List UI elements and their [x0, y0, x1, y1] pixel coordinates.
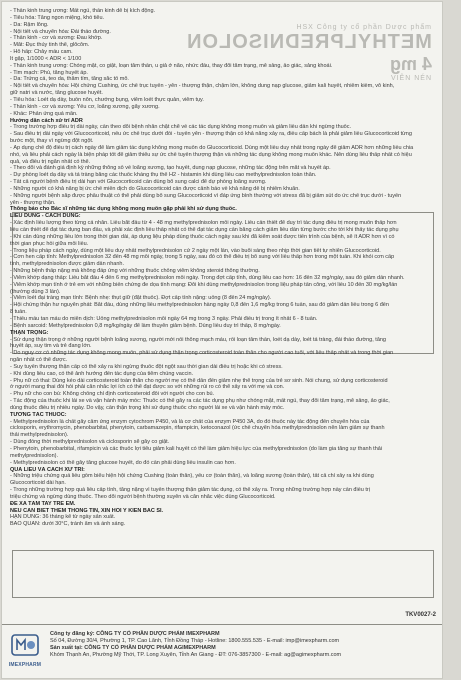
text-line: - Thiếu máu tan máu do miễn dịch: Uống methylprednisolon mỗi ngày 64 mg trong 3 ngày. Phải điều trị trong ít nhất 6 - 8 tuần.	[10, 315, 318, 322]
text-line: nhỏ, và liều phải cách ngày là biện pháp tốt để giảm thiểu sự ức chế tuyến thượng thận và những tác dụng không mong muốn khác. Nên dùng liều thấp nhất có hiệu	[10, 151, 412, 158]
ghost-brand-name: METHYLPREDNISOLON	[186, 31, 432, 53]
text-line: - Viêm loét đại tràng mạn tính: Bệnh nhẹ: thụt giữ (đặt thuốc). Đợt cấp tính nặng: uống (8 đến 24 mg/ngày).	[10, 295, 272, 302]
manufacturer-line: Sản xuất tại: CÔNG TY CỔ PHẦN DƯỢC PHẨM AGIMEXPHARM	[50, 645, 216, 651]
text-line: - Dự phòng loét dạ dày và tá tràng bằng các thuốc kháng thụ thể H2 - histamin khi dùng liều cao methylprednisolon toàn thân.	[10, 172, 317, 179]
text-line: Ít gặp, 1/1000 < ADR < 1/100	[10, 55, 82, 62]
text-line: - Trong trường hợp điều trị dài ngày, cần theo dõi bệnh nhân chặt chẽ về các tác dụng không mong muốn và giảm liều dần khi ngừng thuốc.	[10, 124, 352, 131]
text-line: - Những người bệnh sắp được phẫu thuật có thể phải dùng bổ sung Glucocorticoid vì đáp ứng bình thường với stress đã bị giảm sút do ức chế trục dưới - tuyến	[10, 192, 402, 199]
text-line: - Da: Rậm lông.	[10, 21, 49, 28]
text-line: - Sử dụng thận trọng ở những người bệnh loãng xương, người mới nối thông mạch máu, rối loạn tâm thần, loét dạ dày, loét tá tràng, đái tháo đường, tăng	[10, 336, 386, 343]
text-line: - Khác: Phản ứng quá mẫn.	[10, 110, 78, 117]
text-line: HẠN DÙNG: 36 tháng kể từ ngày sản xuất.	[10, 514, 116, 521]
company-info	[50, 631, 430, 659]
text-line: (thường dùng 3 lần).	[10, 288, 61, 295]
text-line: - Methylprednisolon có thể gây tăng glucose huyết, do đó cần phải dùng liều insulin cao hơn.	[10, 459, 236, 466]
text-line: - Những triệu chứng quá liều gồm biểu hiện hội chứng Cushing (toàn thân), yếu cơ (toàn thân), và loãng xương (toàn thân), tất cả chỉ xảy ra khi dùng	[10, 473, 374, 480]
text-line: - Khi cần dùng những liều lớn trong thời gian dài, áp dụng liệu pháp dùng thuốc cách ngày sau khi đã kiểm soát được tiến trình của bệnh, sẽ ít ADR hơn vì có	[10, 233, 395, 240]
text-line: - Do nguy cơ có những tác dụng không mong muốn, phải sử dụng thận trọng corticosteroid toàn thân cho người cao tuổi, với liều thấp nhất và trong thời gian	[10, 350, 394, 357]
text-line: - Nội tiết và chuyển hóa: Đái tháo đường.	[10, 28, 111, 35]
text-line: - Thần kinh - cơ và xương: Yếu cơ, loãng xương, gãy xương.	[10, 103, 160, 110]
section-heading: NẾU CẦN BIẾT THÊM THÔNG TIN, XIN HỎI Ý KIẾN BÁC SĨ.	[10, 507, 164, 514]
text-line: - Thần kinh trung ương: Mất ngủ, thần kinh dễ bị kích động.	[10, 8, 156, 14]
company-footer	[2, 624, 442, 678]
text-line: - Tiêu hóa: Loét dạ dày, buồn nôn, chướng bụng, viêm loét thực quản, viêm tụy.	[10, 96, 204, 103]
section-heading: Hướng dẫn cách xử trí ADR	[10, 117, 83, 124]
text-line: 8 tuần.	[10, 309, 27, 316]
section-heading: TƯƠNG TÁC THUỐC:	[10, 411, 67, 418]
document-code: TKV0027-2	[405, 612, 436, 618]
text-line: - Viêm khớp mạn tính ở trẻ em với những biến chứng đe dọa tính mạng: Đôi khi dùng methylprednisolon trong liệu pháp tấn công, với liều 10 đến 30 mg/kg/lần	[10, 281, 398, 288]
text-line: - Sau điều trị dài ngày với Glucocorticoid, nếu ức chế trục dưới đồi - tuyến yên - thượng thận có khả năng xảy ra, điều cấp bách là phải giảm liều Glucocorticoid từng	[10, 131, 412, 138]
logo-text: IMEXPHARM	[8, 662, 42, 668]
text-line: - Những người có khả năng bị ức chế miễn dịch do Glucocorticoid cần được cảnh báo về khả năng dễ bị nhiễm khuẩn.	[10, 185, 300, 192]
text-line: - Phenytoin, phenobarbital, rifampicin và các thuốc lợi tiểu giảm kali huyết có thể làm giảm hiệu lực của methylprednisolon (do làm gia tăng sự thanh thải	[10, 446, 383, 452]
text-line: dùng thuốc điều trị nhiều ngày. Do vậy, cần thận trọng khi sử dụng thuốc cho người lái xe và vận hành máy móc.	[10, 404, 285, 411]
text-line: - Trong những trường hợp quá liều cấp tính, tăng nặng vì tuyến thượng thận giảm tác dụng, có thể xảy ra. Trong những trường hợp này cần điều trị	[10, 487, 370, 494]
text-line: methylprednisolon).	[10, 452, 58, 459]
text-line: - Phụ nữ cho con bú: Không chống chỉ định corticosteroid đối với người cho con bú.	[10, 391, 215, 398]
text-line: - Suy tuyến thượng thận cấp có thể xảy ra khi ngừng thuốc đột ngột sau thời gian dài điều trị hoặc khi có stress.	[10, 363, 283, 370]
registrant-line: Công ty đăng ký: CÔNG TY CỔ PHẦN DƯỢC PHẨM IMEXPHARM	[50, 631, 220, 637]
text-line: - Viêm khớp dạng thấp: Liều bắt đầu 4 đến 6 mg methylprednisolon mỗi ngày. Trong đợt cấp tính, dùng liều cao hơn: 16 đến 32 mg/ngày, sau đó giảm dần nhanh.	[10, 274, 405, 281]
text-line: - Tất cả người bệnh điều trị dài hạn với Glucocorticoid cần dùng bổ sung calci để dự phòng loãng xương.	[10, 179, 267, 186]
text-line: - Methylprednisolon là chất gây cảm ứng enzym cytochrom P450, và là cơ chất của enzym P450 3A, do đó thuốc này tác động đến chuyển hóa của	[10, 418, 370, 425]
manufacturer-address: Khóm Thạnh An, Phường Mỹ Thới, TP. Long Xuyên, Tỉnh An Giang - ĐT: 076-3857300 - E-mail: ag@agimexpharm.com	[50, 652, 342, 658]
text-line: ở người mang thai đòi hỏi phải cân nhắc lợi ích có thể đạt được so với những rủi ro có thể xảy ra với mẹ và con.	[10, 384, 285, 391]
insert-text-column	[10, 8, 434, 528]
text-line: thời gian phục hồi giữa mỗi liều.	[10, 240, 89, 247]
text-line: - Trong liệu pháp cách ngày, dùng một liều duy nhất methylprednisolon cứ 2 ngày một lần, vào buổi sáng theo nhịp thời gian tiết tự nhiên Glucocorticoid.	[10, 247, 381, 254]
ghost-dosage-form: VIÊN NÉN	[390, 75, 432, 82]
company-logo	[8, 633, 42, 668]
text-line: - Dùng đồng thời methylprednisolon và ciclosporin sẽ gây co giật.	[10, 439, 170, 446]
section-heading: Thông báo cho Bác sĩ những tác dụng không mong muốn gặp phải khi sử dụng thuốc.	[10, 206, 237, 213]
imexpharm-logo-icon	[10, 633, 40, 657]
text-line: huyết áp, suy tim và trẻ đang lớn.	[10, 343, 92, 350]
text-line: - Hội chứng thận hư nguyên phát: Bắt đầu, dùng những liều methylprednisolon hàng ngày 0,8 đến 1,6 mg/kg trong 6 tuần, sau đó giảm dần liều trong 6 đến	[10, 302, 389, 309]
ghost-strength: 4 mg	[389, 54, 432, 74]
text-line: - Theo dõi và đánh giá định kỳ những thông số về loãng xương, tạo huyết, dung nạp glucose, những tác động trên mắt và huyết áp.	[10, 165, 331, 172]
text-line: - Phụ nữ có thai: Dùng kéo dài corticosteroid toàn thân cho người mẹ có thể dẫn đến giảm nhẹ thể trọng của trẻ sơ sinh. Nói chung, sử dụng corticosteroid	[10, 377, 388, 384]
overdose-section-frame	[12, 550, 434, 598]
text-line: - Thần kinh trung ương: Chóng mặt, co giật, loạn tâm thần, u giả ở não, nhức đầu, thay đổi tâm trạng, mê sảng, ảo giác, sảng khoái.	[10, 62, 333, 69]
text-line: BẢO QUẢN: dưới 30°C, tránh ẩm và ánh sáng.	[10, 521, 126, 528]
text-line: thải methylprednisolon).	[10, 432, 69, 439]
package-insert-sheet	[2, 2, 442, 678]
text-line: - Xác định liều lượng theo từng cá nhân. Liều bắt đầu từ 4 - 48 mg methylprednisolon mỗi ngày. Liều cần thiết để duy trì tác dụng điều trị mong muốn thấp hơn	[10, 220, 397, 227]
text-line: tính, methylprednisolon được giảm dần nhanh.	[10, 261, 124, 268]
section-heading: LIỀU DÙNG - CÁCH DÙNG:	[10, 213, 81, 220]
text-line: liều cần thiết để đạt tác dụng ban đầu, và phải xác định liều thấp nhất có thể đạt tác dụng cần bằng cách giảm liều dần từng bước cho tới khi thấy tác dụng phụ	[10, 227, 399, 233]
text-line: - Da: Trứng cá, teo da, thâm tím, tăng sắc tố mô.	[10, 76, 129, 83]
section-heading: THẬN TRỌNG:	[10, 329, 49, 336]
text-line: - Bệnh sarcoid: Methylprednisolon 0,8 mg/kg/ngày để làm thuyên giảm bệnh. Dùng liều duy trì thấp, 8 mg/ngày.	[10, 322, 281, 329]
ghost-manufacturer: HSX Công ty cổ phần Dược phẩm	[296, 24, 432, 31]
text-line: - Nội tiết và chuyển hóa: Hội chứng Cushing, ức chế trục tuyến - yên - thượng thận, chậm lớn, không dung nạp glucose, giảm kali huyết, nhiễm kiềm, vô kinh,	[10, 83, 395, 90]
text-line: - Hô hấp: Chảy máu cam.	[10, 49, 73, 56]
section-heading: ĐỂ XA TẦM TAY TRẺ EM.	[10, 500, 76, 507]
text-line: - Tác động của thuốc khi lái xe và vận hành máy móc: Thuốc có thể gây ra các tác dụng phụ như chóng mặt, mất ngủ, thay đổi tâm trạng, mê sảng, ảo giác,	[10, 398, 390, 405]
text-line: Glucocorticoid dài hạn.	[10, 480, 66, 487]
text-line: - Mắt: Đục thủy tinh thể, glôcôm.	[10, 42, 90, 49]
text-line: bước một, thay vì ngừng đột ngột.	[10, 138, 94, 145]
text-line: - Khi dùng liều cao, có thể ảnh hưởng đến tác dụng của tiêm chủng vaccin.	[10, 370, 194, 377]
text-line: ciclosporin, erythromycin, phenobarbital, phenytoin, carbamazepin, rifampicin, ketoconazol (ức chế chuyển hóa methylprednisolon nên làm giảm sự thanh	[10, 425, 385, 432]
text-line: - Tiêu hóa: Tăng ngon miệng, khó tiêu.	[10, 14, 105, 21]
section-heading: QUÁ LIỀU VÀ CÁCH XỬ TRÍ:	[10, 466, 85, 473]
text-line: ngắn nhất có thể được.	[10, 357, 68, 364]
text-line: quả, và điều trị ngắn nhất có thể.	[10, 158, 91, 165]
text-line: - Cơn hen cấp tính: Methylprednisolon 32 đến 48 mg mỗi ngày, trong 5 ngày, sau đó có thể điều trị bổ sung với liều thấp hơn trong một tuần. Khi khỏi cơn cấp	[10, 254, 395, 261]
text-line: - Tim mạch: Phù, tăng huyết áp.	[10, 69, 88, 76]
text-line: yên - thượng thận.	[10, 199, 56, 206]
text-line: - Áp dụng chế độ điều trị cách ngày để làm giảm tác dụng không mong muốn do Glucocorticoid. Dùng một liều duy nhất trong ngày để giảm ADR hơn những liều chia	[10, 144, 414, 151]
text-line: - Những bệnh thấp nặng mà không đáp ứng với những thuốc chống viêm không steroid thông thường.	[10, 268, 260, 275]
text-line: - Thần kinh - cơ và xương: Đau khớp.	[10, 35, 103, 42]
text-line: triệu chứng và ngừng dùng thuốc. Theo dõi người bệnh thường xuyên và cân nhắc việc dùng Glucocorticoid.	[10, 493, 276, 500]
text-line: giữ natri và nước, tăng glucose huyết.	[10, 90, 103, 97]
registrant-address: Số 04, Đường 30/4, Phường 1, TP. Cao Lãnh, Tỉnh Đồng Tháp - Hotline: 1800.555.535 - E-mail: imp@imexpharm.com	[50, 638, 340, 644]
